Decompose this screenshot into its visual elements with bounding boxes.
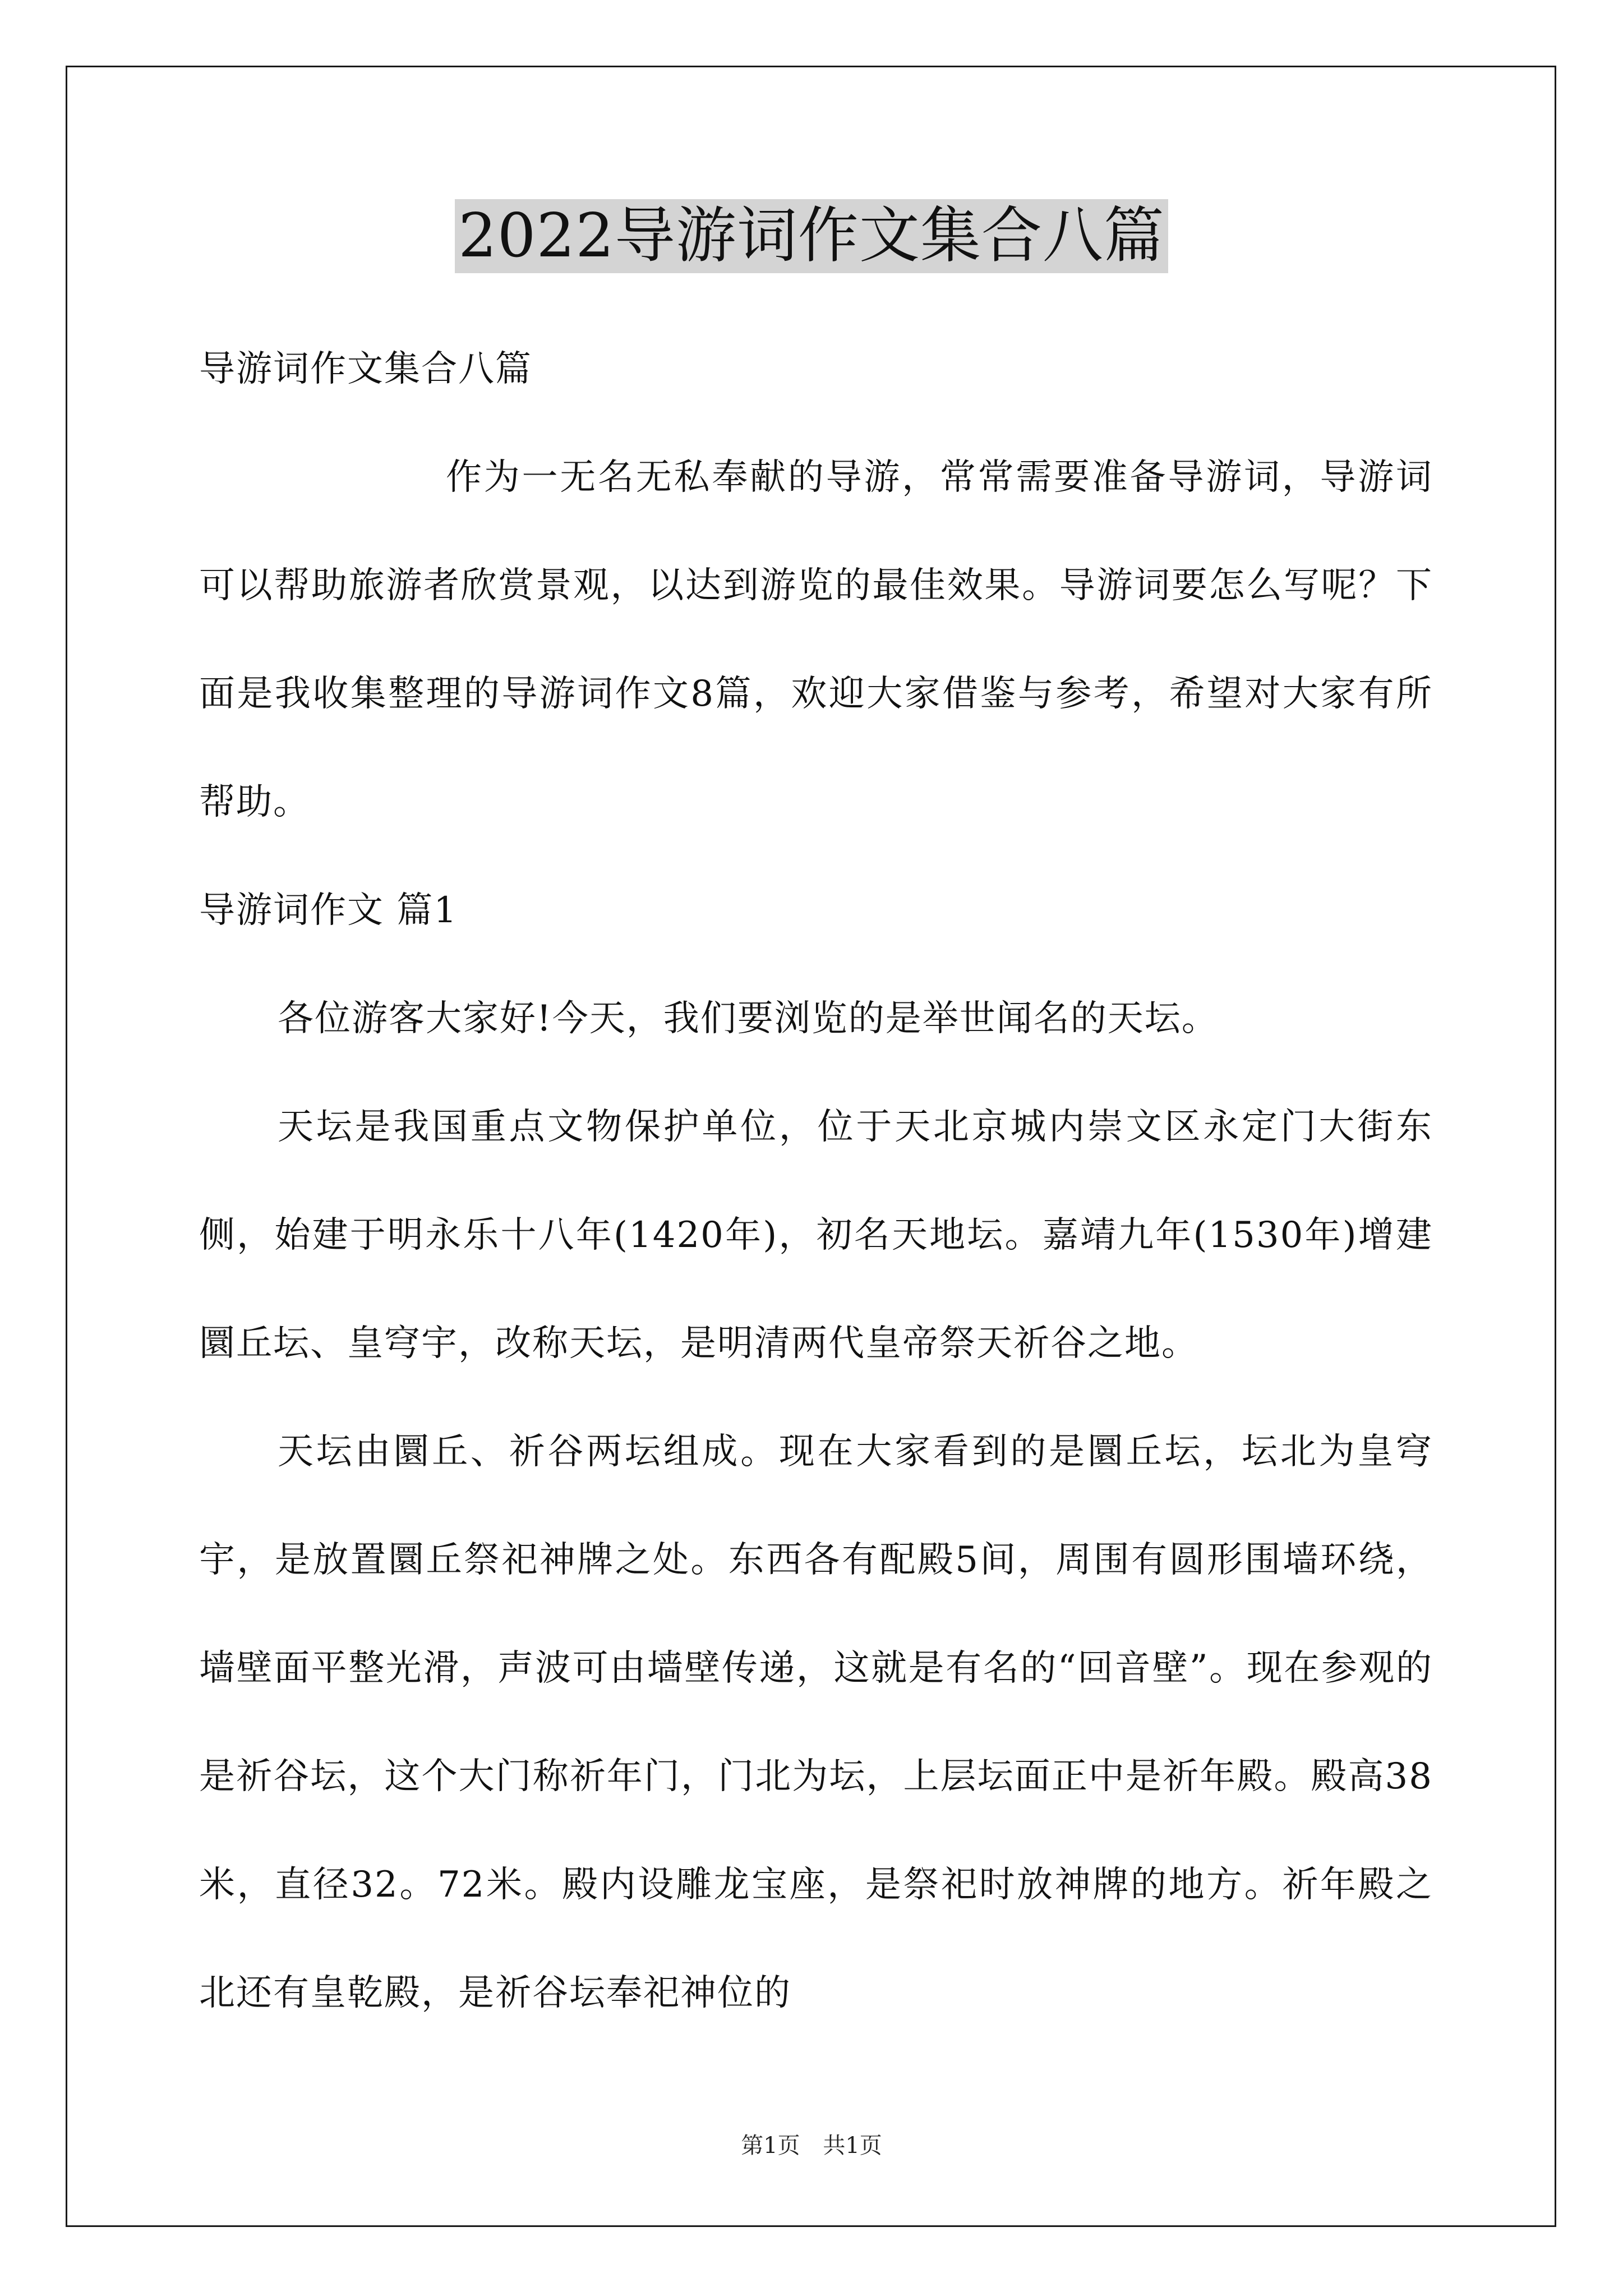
- page-number: 第1页: [741, 2133, 800, 2159]
- page-total: 共1页: [823, 2133, 882, 2159]
- document-subtitle: 导游词作文集合八篇: [199, 348, 532, 390]
- title-container: [0, 199, 1623, 273]
- body-paragraph: 各位游客大家好!今天，我们要浏览的是举世闻名的天坛。: [278, 998, 1219, 1039]
- section-heading: 导游词作文 篇1: [199, 890, 458, 931]
- document-title: 2022导游词作文集合八篇: [455, 199, 1168, 273]
- body-paragraph: 天坛是我国重点文物保护单位，位于天北京城内崇文区永定门大街东侧，始建于明永乐十八年(1420年)，初名天地坛。嘉靖九年(1530年)增建圜丘坛、皇穹宇，改称天坛，是明清两代皇帝祭天祈谷之地。: [199, 1106, 1433, 1364]
- intro-paragraph: 作为一无名无私奉献的导游，常常需要准备导游词，导游词可以帮助旅游者欣赏景观，以达到游览的最佳效果。导游词要怎么写呢？下面是我收集整理的导游词作文8篇，欢迎大家借鉴与参考，希望对大家有所帮助。: [199, 457, 1433, 823]
- body-paragraph: 天坛由圜丘、祈谷两坛组成。现在大家看到的是圜丘坛，坛北为皇穹宇，是放置圜丘祭祀神牌之处。东西各有配殿5间，周围有圆形围墙环绕，墙壁面平整光滑，声波可由墙壁传递，这就是有名的“回音壁”。现在参观的是祈谷坛，这个大门称祈年门，门北为坛，上层坛面正中是祈年殿。殿高38米，直径32。72米。殿内设雕龙宝座，是祭祀时放神牌的地方。祈年殿之北还有皇乾殿，是祈谷坛奉祀神位的: [199, 1431, 1433, 2014]
- page-footer: [0, 2129, 1623, 2162]
- document-body: [199, 315, 1433, 2047]
